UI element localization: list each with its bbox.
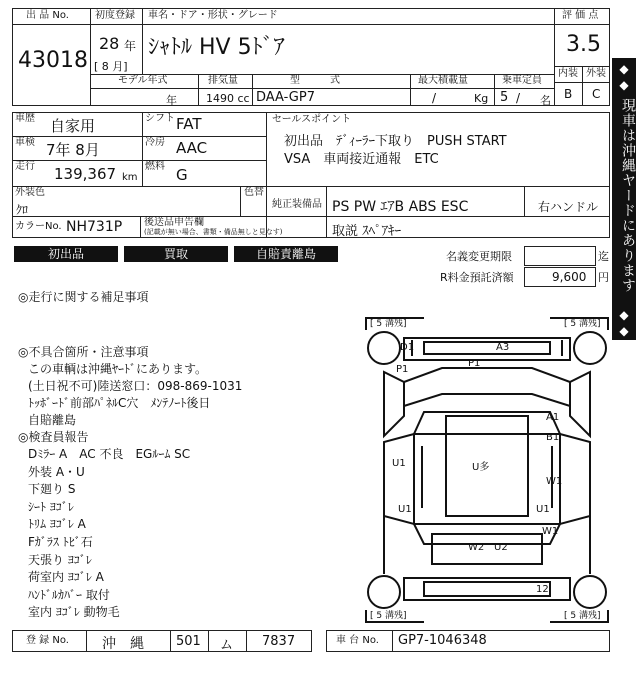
type-label: 型 式 bbox=[290, 75, 340, 86]
defect-line: (土日祝不可)陸送窓口：098-869-1031 bbox=[28, 379, 243, 393]
score-label: 評 価 点 bbox=[562, 10, 599, 21]
model-type: DAA-GP7 bbox=[256, 90, 315, 105]
damage-mark: P1 bbox=[396, 364, 409, 375]
color-no: NH731P bbox=[66, 219, 123, 235]
model-year-unit: 年 bbox=[166, 94, 177, 107]
mileage-label: 走行 bbox=[15, 161, 35, 172]
equip-label: 純正装備品 bbox=[272, 199, 322, 210]
tag-first-listing: 初出品 bbox=[14, 246, 118, 262]
max-load-unit: Kg bbox=[474, 92, 489, 105]
diamond-icon: ◆ bbox=[619, 78, 629, 92]
tread-front-right: [ 5 溝残] bbox=[564, 319, 601, 329]
damage-mark: B1 bbox=[546, 432, 560, 443]
damage-mark: U1 bbox=[398, 504, 412, 515]
damage-mark: W1 bbox=[546, 476, 563, 487]
location-notice: 現車は沖縄ヤードにあります bbox=[620, 98, 636, 293]
damage-mark: D1 bbox=[400, 342, 415, 353]
year-unit: 年 bbox=[124, 39, 137, 53]
damage-mark: U1 bbox=[392, 458, 406, 469]
damage-mark: A1 bbox=[546, 412, 560, 423]
tread-front-left: [ 5 溝残] bbox=[370, 319, 407, 329]
ext-color: ｸﾛ bbox=[16, 203, 29, 217]
plate-region: 沖 縄 bbox=[102, 636, 144, 652]
displacement: 1490 cc bbox=[206, 92, 250, 105]
name-change-box bbox=[524, 246, 596, 266]
diamond-icon: ◆ bbox=[619, 308, 629, 322]
inspector-line: 荷室内 ﾖｺﾞﾚ A bbox=[28, 570, 104, 585]
location-sidebar bbox=[612, 58, 636, 340]
steering: 右ハンドル bbox=[538, 200, 599, 214]
name-label: 車名・ドア・形状・グレード bbox=[148, 10, 278, 21]
chassis-number: GP7-1046348 bbox=[398, 633, 487, 648]
score: 3.5 bbox=[566, 32, 601, 57]
first-reg-label: 初度登録 bbox=[95, 10, 135, 21]
inspector-line: 外装 A・U bbox=[28, 464, 85, 479]
shift-label: シフト bbox=[145, 113, 175, 124]
max-load-label: 最大積載量 bbox=[418, 75, 468, 86]
exterior-grade: C bbox=[592, 87, 601, 101]
diamond-icon: ◆ bbox=[619, 62, 629, 76]
inspector-heading: ◎検査員報告 bbox=[18, 430, 89, 444]
name-change-label: 名義変更期限 bbox=[446, 250, 512, 263]
driving-heading: ◎走行に関する補足事項 bbox=[18, 290, 149, 304]
recycle-label: R料金預託済額 bbox=[440, 271, 514, 284]
model-year-label: モデル年式 bbox=[118, 75, 168, 86]
tread-rear-left: [ 5 溝残] bbox=[370, 611, 407, 621]
recycle-unit: 円 bbox=[598, 271, 609, 284]
history-label: 車歴 bbox=[15, 113, 35, 124]
car-damage-diagram bbox=[364, 316, 610, 624]
shift: FAT bbox=[176, 115, 202, 133]
equipment: PS PW ｴｱB ABS ESC bbox=[332, 199, 469, 215]
damage-mark: P1 bbox=[468, 358, 481, 369]
defect-heading: ◎不具合箇所・注意事項 bbox=[18, 345, 149, 359]
first-reg-month: [ 8 月] bbox=[94, 60, 128, 73]
damage-mark: W1 bbox=[542, 526, 559, 537]
damage-mark: U1 bbox=[536, 504, 550, 515]
ac-label: 冷房 bbox=[145, 137, 165, 148]
inspector-line: Fｶﾞﾗｽ ﾄﾋﾞ石 bbox=[28, 535, 93, 549]
lot-no-label: 出 品 No. bbox=[26, 10, 69, 21]
aftermarket-note: (記載が無い場合、書類・備品無しと見なす) bbox=[144, 228, 283, 236]
plate-class: 501 bbox=[176, 634, 201, 649]
defect-line: ﾄｯﾎﾞｰﾄﾞ前部ﾊﾟﾈﾙC穴 ﾒﾝﾃﾉｰﾄ後日 bbox=[28, 396, 211, 410]
inspector-line: 天張り ﾖｺﾞﾚ bbox=[28, 552, 92, 567]
ac: AAC bbox=[176, 139, 208, 157]
interior-label: 内装 bbox=[558, 68, 578, 79]
color-no-label: カラーNo. bbox=[15, 221, 62, 232]
first-reg-year: 28 bbox=[99, 34, 120, 53]
damage-mark: U多 bbox=[472, 462, 490, 473]
fuel: G bbox=[176, 166, 188, 184]
max-load-slash: / bbox=[432, 91, 437, 105]
damage-mark: W2 bbox=[468, 542, 485, 553]
inspector-line: 下廻り S bbox=[28, 482, 76, 497]
inspector-line: ﾄﾘﾑ ﾖｺﾞﾚ A bbox=[28, 517, 86, 532]
interior-grade: B bbox=[564, 87, 573, 101]
name-change-unit: 迄 bbox=[598, 250, 609, 263]
defect-line: この車輌は沖縄ﾔｰﾄﾞにあります。 bbox=[28, 362, 208, 376]
exterior-label: 外装 bbox=[586, 68, 606, 79]
inspector-line: 室内 ﾖｺﾞﾚ 動物毛 bbox=[28, 605, 120, 620]
mileage: 139,367 bbox=[54, 165, 117, 183]
aftermarket: 取説 ｽﾍﾟｱｷｰ bbox=[332, 224, 402, 239]
defect-line: 自賠離島 bbox=[28, 413, 77, 427]
history: 自家用 bbox=[50, 117, 96, 135]
inspection: 7年 8月 bbox=[46, 141, 100, 159]
inspector-line: Dﾐﾗｰ A AC 不良 EGﾙｰﾑ SC bbox=[28, 447, 191, 461]
lot-number: 43018 bbox=[18, 48, 88, 73]
damage-mark: 12 bbox=[536, 584, 549, 595]
sales-point-label: セールスポイント bbox=[272, 114, 352, 125]
inspection-label: 車検 bbox=[15, 137, 35, 148]
fuel-label: 燃料 bbox=[145, 161, 165, 172]
displacement-label: 排気量 bbox=[208, 75, 238, 86]
tag-island-insurance: 自賠責離島 bbox=[234, 246, 338, 262]
aftermarket-label: 後送品申告欄 bbox=[144, 217, 204, 228]
sales-point-1: 初出品 ﾃﾞｨｰﾗｰ下取り PUSH START bbox=[284, 134, 507, 149]
capacity: 5 bbox=[500, 90, 509, 105]
sales-point-2: VSA 車両接近通報 ETC bbox=[284, 152, 439, 167]
mileage-unit: km bbox=[122, 172, 138, 183]
car-name: ｼｬﾄﾙ HV 5ﾄﾞｱ bbox=[148, 35, 285, 60]
diamond-icon: ◆ bbox=[619, 324, 629, 338]
damage-mark: U2 bbox=[494, 542, 508, 553]
capacity-slash: / bbox=[516, 91, 521, 105]
color-change-label: 色替 bbox=[244, 187, 264, 198]
capacity-label: 乗車定員 bbox=[502, 75, 542, 86]
chassis-label: 車 台 No. bbox=[336, 635, 379, 646]
plate-number: 7837 bbox=[262, 634, 296, 649]
tag-buyout: 買取 bbox=[124, 246, 228, 262]
ext-color-label: 外装色 bbox=[15, 187, 45, 198]
tread-rear-right: [ 5 溝残] bbox=[564, 611, 601, 621]
inspector-line: ﾊﾝﾄﾞﾙｶﾊﾞｰ 取付 bbox=[28, 587, 110, 602]
inspector-line: ｼｰﾄ ﾖｺﾞﾚ bbox=[28, 499, 74, 514]
capacity-unit: 名 bbox=[540, 94, 551, 107]
reg-no-label: 登 録 No. bbox=[26, 635, 69, 646]
damage-mark: A3 bbox=[496, 342, 510, 353]
plate-kana: ム bbox=[220, 638, 234, 653]
recycle-amount: 9,600 bbox=[552, 270, 587, 284]
